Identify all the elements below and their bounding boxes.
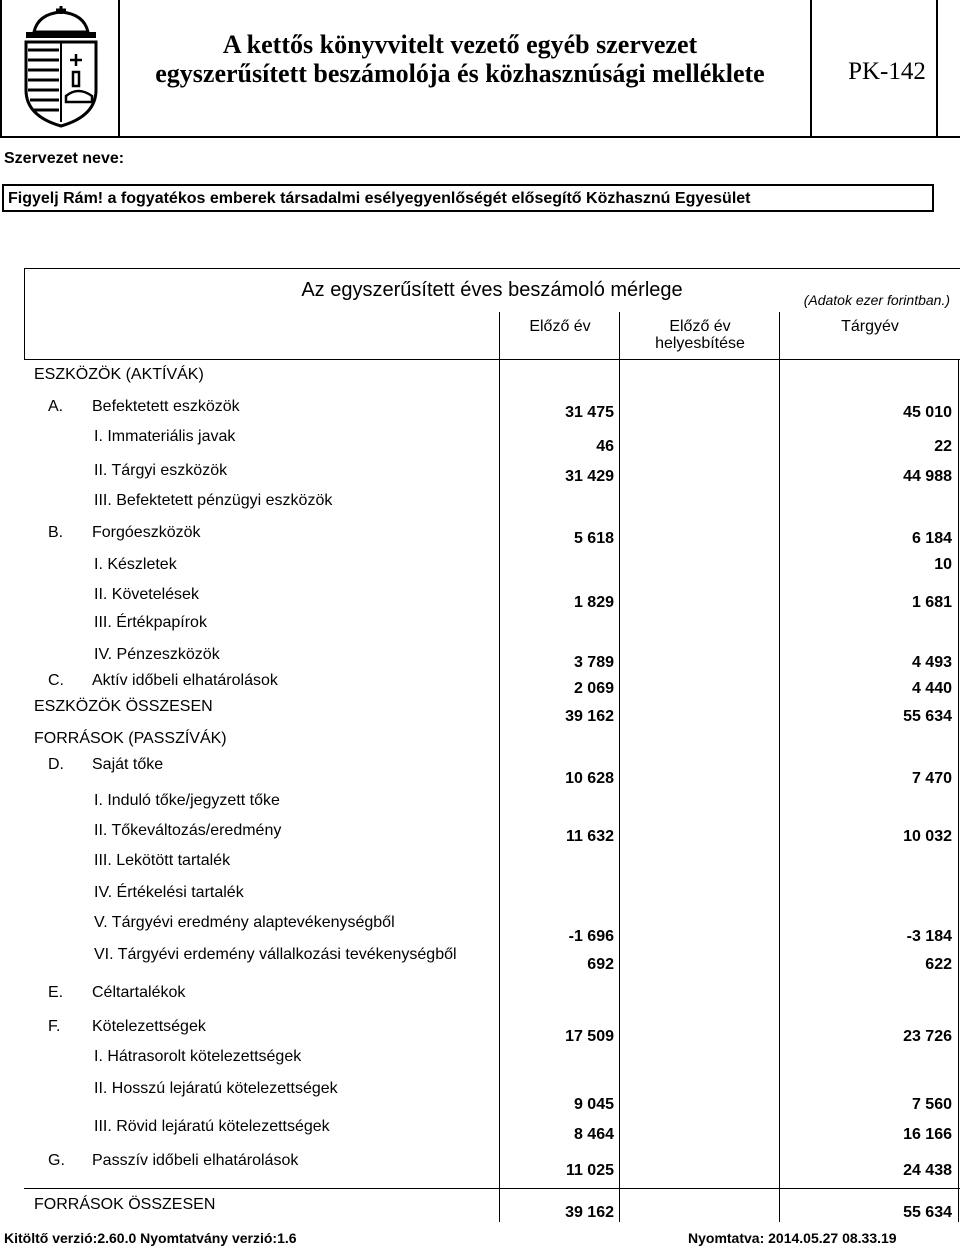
row-label: Céltartalékok <box>92 984 186 1001</box>
value-current-year: 24 438 <box>903 1162 952 1179</box>
value-previous-year: 31 475 <box>565 404 614 421</box>
value-previous-year: 11 632 <box>565 828 614 845</box>
value-previous-year: -1 696 <box>568 928 614 945</box>
value-previous-year: 692 <box>587 956 614 973</box>
value-current-year: 22 <box>934 438 952 455</box>
coat-of-arms-icon <box>18 6 104 128</box>
value-current-year: 7 470 <box>911 770 952 787</box>
row-label: V. Tárgyévi eredmény alaptevékenységből <box>94 914 395 931</box>
value-previous-year: 5 618 <box>573 530 614 547</box>
balance-title: Az egyszerűsített éves beszámoló mérlege <box>301 279 683 301</box>
value-current-year: 23 726 <box>903 1028 952 1045</box>
value-current-year: 16 166 <box>903 1126 952 1143</box>
grid-line <box>779 360 780 1222</box>
value-current-year: 45 010 <box>903 404 952 421</box>
row-label: Kötelezettségek <box>92 1018 206 1035</box>
col-header-prev: Előző év <box>529 318 591 335</box>
row-label: I. Immateriális javak <box>94 428 236 445</box>
value-previous-year: 9 045 <box>573 1096 614 1113</box>
unit-note: (Adatok ezer forintban.) <box>803 292 950 308</box>
grid-line <box>619 360 620 1222</box>
value-current-year: 6 184 <box>911 530 952 547</box>
row-code: F. <box>48 1018 61 1035</box>
value-previous-year: 39 162 <box>565 708 614 725</box>
value-previous-year: 10 628 <box>565 770 614 787</box>
value-previous-year: 46 <box>596 438 614 455</box>
col-header-correction-l1: Előző év <box>669 318 731 335</box>
row-label: Aktív időbeli elhatárolások <box>92 672 278 689</box>
value-current-year: 4 493 <box>911 654 952 671</box>
value-previous-year: 39 162 <box>565 1204 614 1221</box>
row-label: III. Befektetett pénzügyi eszközök <box>94 492 333 509</box>
row-label: II. Követelések <box>94 586 199 603</box>
value-previous-year: 3 789 <box>573 654 614 671</box>
row-label: II. Tőkeváltozás/eredmény <box>94 822 282 839</box>
row-label: I. Hátrasorolt kötelezettségek <box>94 1048 302 1065</box>
value-current-year: 55 634 <box>903 1204 952 1221</box>
value-current-year: 10 <box>934 556 952 573</box>
value-current-year: 55 634 <box>903 708 952 725</box>
row-label: Befektetett eszközök <box>92 398 240 415</box>
value-current-year: -3 184 <box>906 928 952 945</box>
value-current-year: 44 988 <box>903 468 952 485</box>
row-code: C. <box>48 672 64 689</box>
row-label: Saját tőke <box>92 756 164 773</box>
grid-line <box>958 360 959 1222</box>
value-previous-year: 17 509 <box>565 1028 614 1045</box>
col-header-current: Tárgyév <box>841 318 899 335</box>
organization-name: Figyelj Rám! a fogyatékos emberek társadalmi esélyegyenlőségét elősegítő Közhasznú Egyesület <box>8 190 751 207</box>
col-header-correction <box>620 318 780 352</box>
value-previous-year: 31 429 <box>565 468 614 485</box>
row-code: G. <box>48 1152 65 1169</box>
form-title-line1: A kettős könyvvitelt vezető egyéb szervezet <box>222 30 698 59</box>
row-label: Passzív időbeli elhatárolások <box>92 1152 299 1169</box>
form-code: PK-142 <box>848 58 926 85</box>
row-label: III. Lekötött tartalék <box>94 852 231 869</box>
value-current-year: 622 <box>925 956 952 973</box>
col-header-correction-l2: helyesbítése <box>655 335 745 352</box>
row-label: II. Tárgyi eszközök <box>94 462 228 479</box>
value-previous-year: 1 829 <box>573 594 614 611</box>
row-code: D. <box>48 756 64 773</box>
row-code: A. <box>48 398 64 415</box>
organization-label: Szervezet neve: <box>4 150 125 167</box>
row-label: FORRÁSOK ÖSSZESEN <box>34 1196 216 1213</box>
row-label: IV. Pénzeszközök <box>94 646 220 663</box>
value-previous-year: 8 464 <box>573 1126 614 1143</box>
row-label: VI. Tárgyévi erdemény vállalkozási tevékenységből <box>94 946 457 963</box>
value-current-year: 7 560 <box>911 1096 952 1113</box>
row-label: II. Hosszú lejáratú kötelezettségek <box>94 1080 338 1097</box>
grid-line <box>24 1188 960 1189</box>
value-previous-year: 11 025 <box>565 1162 614 1179</box>
row-label: IV. Értékelési tartalék <box>94 884 244 901</box>
assets-header: ESZKÖZÖK (AKTÍVÁK) <box>34 366 204 383</box>
row-label: Forgóeszközök <box>92 524 201 541</box>
row-code: B. <box>48 524 64 541</box>
value-current-year: 1 681 <box>911 594 952 611</box>
row-label: ESZKÖZÖK ÖSSZESEN <box>34 698 213 715</box>
value-current-year: 10 032 <box>903 828 952 845</box>
row-label: I. Induló tőke/jegyzett tőke <box>94 792 280 809</box>
row-label: I. Készletek <box>94 556 177 573</box>
row-label: III. Értékpapírok <box>94 614 207 631</box>
row-label: III. Rövid lejáratú kötelezettségek <box>94 1118 330 1135</box>
footer-printed: Nyomtatva: 2014.05.27 08.33.19 <box>688 1230 897 1246</box>
form-title <box>120 30 800 88</box>
footer-version: Kitöltő verzió:2.60.0 Nyomtatvány verzió:1.6 <box>4 1230 297 1246</box>
form-title-line2: egyszerűsített beszámolója és közhasznúsági melléklete <box>155 59 765 88</box>
value-current-year: 4 440 <box>911 680 952 697</box>
row-label: FORRÁSOK (PASSZÍVÁK) <box>34 730 227 747</box>
value-previous-year: 2 069 <box>573 680 614 697</box>
row-code: E. <box>48 984 64 1001</box>
grid-line <box>499 360 500 1222</box>
